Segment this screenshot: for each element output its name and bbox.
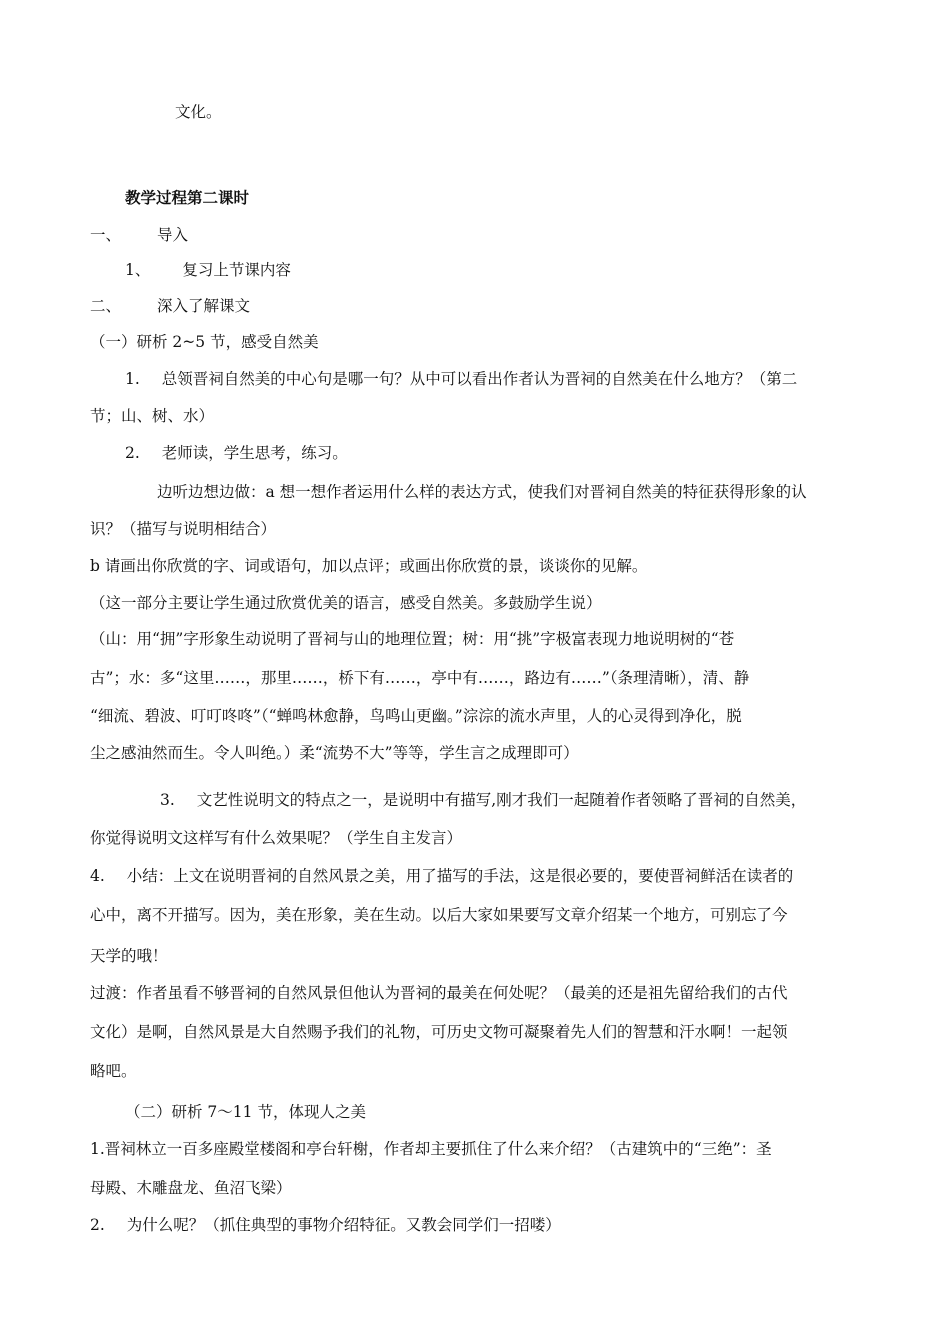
paragraph-analysis-2: 古”；水：多“这里……，那里……，桥下有……，亭中有……，路边有……”（条理清晰），清、静: [90, 669, 750, 687]
paragraph-why: [90, 1214, 561, 1236]
paragraph-buildings-2: 母殿、木雕盘龙、鱼沼飞梁）: [90, 1179, 292, 1197]
paragraph-analysis-1: （山：用“拥”字形象生动说明了晋祠与山的地理位置；树：用“挑”字极富表现力地说明树的“苍: [90, 630, 735, 648]
item-number: 3.: [160, 791, 175, 809]
heading-text: 导入: [157, 226, 189, 244]
subheading-natural-beauty: （一）研析 2~5 节，感受自然美: [90, 333, 319, 351]
paragraph-summary: [90, 865, 793, 887]
paragraph-q1-cont: 节；山、树、水）: [90, 407, 215, 425]
line-culture-end: 文化。: [175, 103, 222, 121]
paragraph-listen-think: 边听边想边做：a 想一想作者运用什么样的表达方式，使我们对晋祠自然美的特征获得形象的认: [157, 483, 807, 501]
heading-text: 深入了解课文: [157, 297, 251, 315]
paragraph-transition-3: 略吧。: [90, 1062, 137, 1080]
paragraph-summary-3: 天学的哦！: [90, 947, 168, 965]
paragraph-q2: [125, 442, 348, 464]
paragraph-transition-1: 过渡：作者虽看不够晋祠的自然风景但他认为晋祠的最美在何处呢？（最美的还是祖先留给我们的古代: [90, 984, 788, 1002]
paragraph-note: （这一部分主要让学生通过欣赏优美的语言，感受自然美。多鼓励学生说）: [90, 594, 602, 612]
paragraph-summary-2: 心中，离不开描写。因为，美在形象，美在生动。以后大家如果要写文章介绍某一个地方，可别忘了今: [90, 906, 788, 924]
item-text: 文艺性说明文的特点之一，是说明中有描写,刚才我们一起随着作者领略了晋祠的自然美，: [196, 791, 807, 809]
section-heading-second-lesson: 教学过程第二课时: [125, 188, 250, 207]
item-text: 为什么呢？（抓住典型的事物介绍特征。又教会同学们一招喽）: [126, 1216, 561, 1234]
paragraph-listen-think-cont: 识？（描写与说明相结合）: [90, 520, 277, 538]
subheading-human-beauty: （二）研析 7～11 节，体现人之美: [125, 1103, 366, 1121]
paragraph-q3-cont: 你觉得说明文这样写有什么效果呢？（学生自主发言）: [90, 829, 463, 847]
item-number: 1.: [125, 370, 140, 388]
paragraph-analysis-3: “细流、碧波、叮叮咚咚”（“蝉鸣林愈静，鸟鸣山更幽。”淙淙的流水声里，人的心灵得到净化，脱: [90, 707, 742, 725]
paragraph-q1: [125, 368, 797, 390]
item-number: 2.: [90, 1216, 105, 1234]
heading-one: [90, 224, 188, 246]
item-number: 1、: [125, 261, 151, 279]
paragraph-b: b 请画出你欣赏的字、词或语句，加以点评；或画出你欣赏的景，谈谈你的见解。: [90, 557, 648, 575]
item-number: 2.: [125, 444, 140, 462]
list-item-review: [125, 259, 291, 281]
paragraph-transition-2: 文化）是啊，自然风景是大自然赐予我们的礼物，可历史文物可凝聚着先人们的智慧和汗水啊！一起领: [90, 1023, 788, 1041]
item-text: 老师读，学生思考，练习。: [161, 444, 348, 462]
item-text: 复习上节课内容: [182, 261, 291, 279]
item-text: 小结：上文在说明晋祠的自然风景之美，用了描写的手法，这是很必要的，要使晋祠鲜活在读者的: [126, 867, 794, 885]
heading-number: 一、: [90, 226, 122, 244]
heading-number: 二、: [90, 297, 122, 315]
paragraph-buildings-1: 1.晋祠林立一百多座殿堂楼阁和亭台轩榭，作者却主要抓住了什么来介绍？（古建筑中的“三绝”：圣: [90, 1140, 772, 1158]
item-number: 4.: [90, 867, 105, 885]
paragraph-q3: [160, 789, 806, 811]
item-text: 总领晋祠自然美的中心句是哪一句？从中可以看出作者认为晋祠的自然美在什么地方？（第二: [161, 370, 798, 388]
heading-two: [90, 295, 250, 317]
paragraph-analysis-4: 尘之感油然而生。令人叫绝。）柔“流势不大”等等，学生言之成理即可）: [90, 744, 579, 762]
